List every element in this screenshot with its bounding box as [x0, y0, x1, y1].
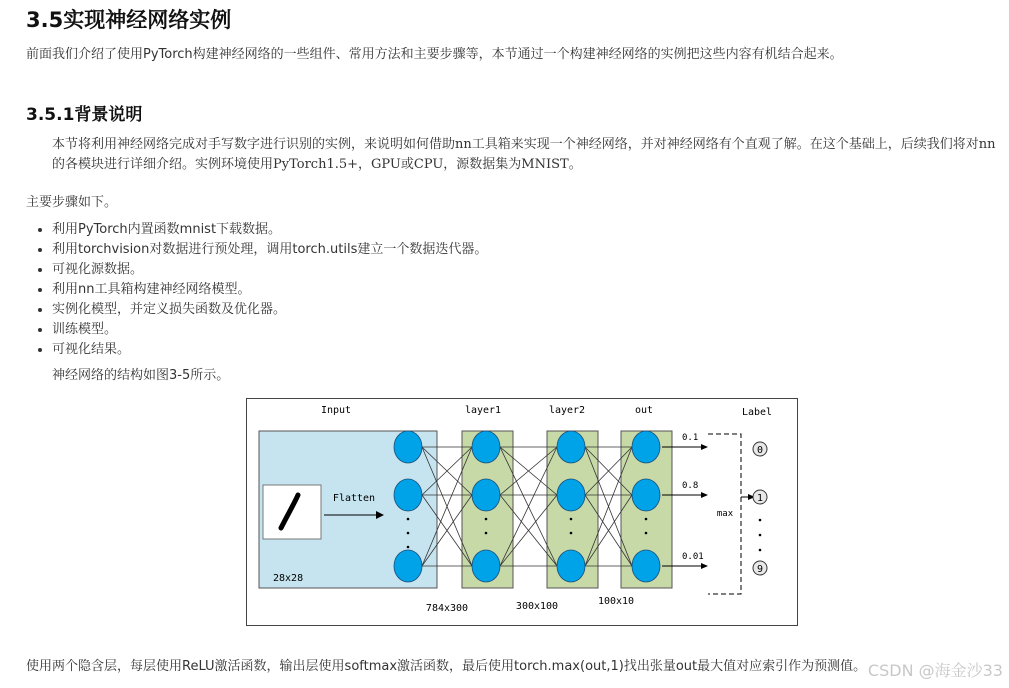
input-header: Input [320, 405, 352, 416]
prob-label: 0.8 [682, 481, 699, 491]
neuron-node [472, 479, 500, 511]
figure-caption: 神经网络的结构如图3-5所示。 [52, 368, 230, 383]
list-item: • 可视化结果。 [52, 340, 487, 360]
list-item: • 训练模型。 [52, 320, 487, 340]
bottom-paragraph: 使用两个隐含层，每层使用ReLU激活函数，输出层使用softmax激活函数，最后使用torch.max(out,1)找出张量out最大值对应索引作为预测值。 [26, 659, 867, 674]
weight-shape-label: 100x10 [597, 596, 635, 607]
steps-list [26, 220, 487, 360]
list-item: • 可视化源数据。 [52, 260, 487, 280]
prob-label: 0.1 [682, 433, 699, 443]
out-header: out [634, 405, 654, 416]
network-diagram [246, 398, 798, 630]
label-value: 0 [756, 445, 764, 456]
neuron-node [557, 479, 585, 511]
weight-shape-label: 784x300 [425, 603, 469, 614]
neuron-node [632, 431, 660, 463]
watermark: CSDN @海金沙33 [867, 661, 1003, 680]
neuron-node [557, 431, 585, 463]
input-size-label: 28x28 [273, 573, 304, 584]
layer2-header: layer2 [548, 405, 586, 416]
list-item: • 利用PyTorch内置函数mnist下载数据。 [52, 220, 487, 240]
intro-paragraph: 前面我们介绍了使用PyTorch构建神经网络的一些组件、常用方法和主要步骤等，本节通过一个构建神经网络的实例把这些内容有机结合起来。 [26, 47, 843, 62]
neuron-node [632, 479, 660, 511]
neuron-node [472, 431, 500, 463]
label-value: 1 [756, 493, 764, 504]
flatten-label: Flatten [332, 493, 376, 504]
subsection-title: 3.5.1背景说明 [26, 105, 143, 125]
section-title: 3.5实现神经网络实例 [26, 8, 232, 32]
list-item: • 利用nn工具箱构建神经网络模型。 [52, 280, 487, 300]
neuron-node [394, 479, 422, 511]
max-label: max [716, 509, 734, 519]
list-item: • 利用torchvision对数据进行预处理，调用torch.utils建立一个数据迭代器。 [52, 240, 487, 260]
neuron-node [472, 550, 500, 582]
background-paragraph: 本节将利用神经网络完成对手写数字进行识别的实例，来说明如何借助nn工具箱来实现一个神经网络，并对神经网络有个直观了解。在这个基础上，后续我们将对nn的各模块进行详细介绍。实例环境使用PyTorch1.5+，GPU或CPU，源数据集为MNIST。 [52, 137, 996, 172]
label-value: 9 [756, 564, 764, 575]
steps-intro: 主要步骤如下。 [26, 195, 118, 210]
label-header: Label [741, 407, 773, 418]
neuron-node [632, 550, 660, 582]
neuron-node [394, 431, 422, 463]
weight-shape-label: 300x100 [515, 601, 559, 612]
neuron-node [394, 550, 422, 582]
neuron-node [557, 550, 585, 582]
prob-label: 0.01 [682, 552, 704, 562]
list-item: • 实例化模型，并定义损失函数及优化器。 [52, 300, 487, 320]
layer1-header: layer1 [464, 405, 502, 416]
